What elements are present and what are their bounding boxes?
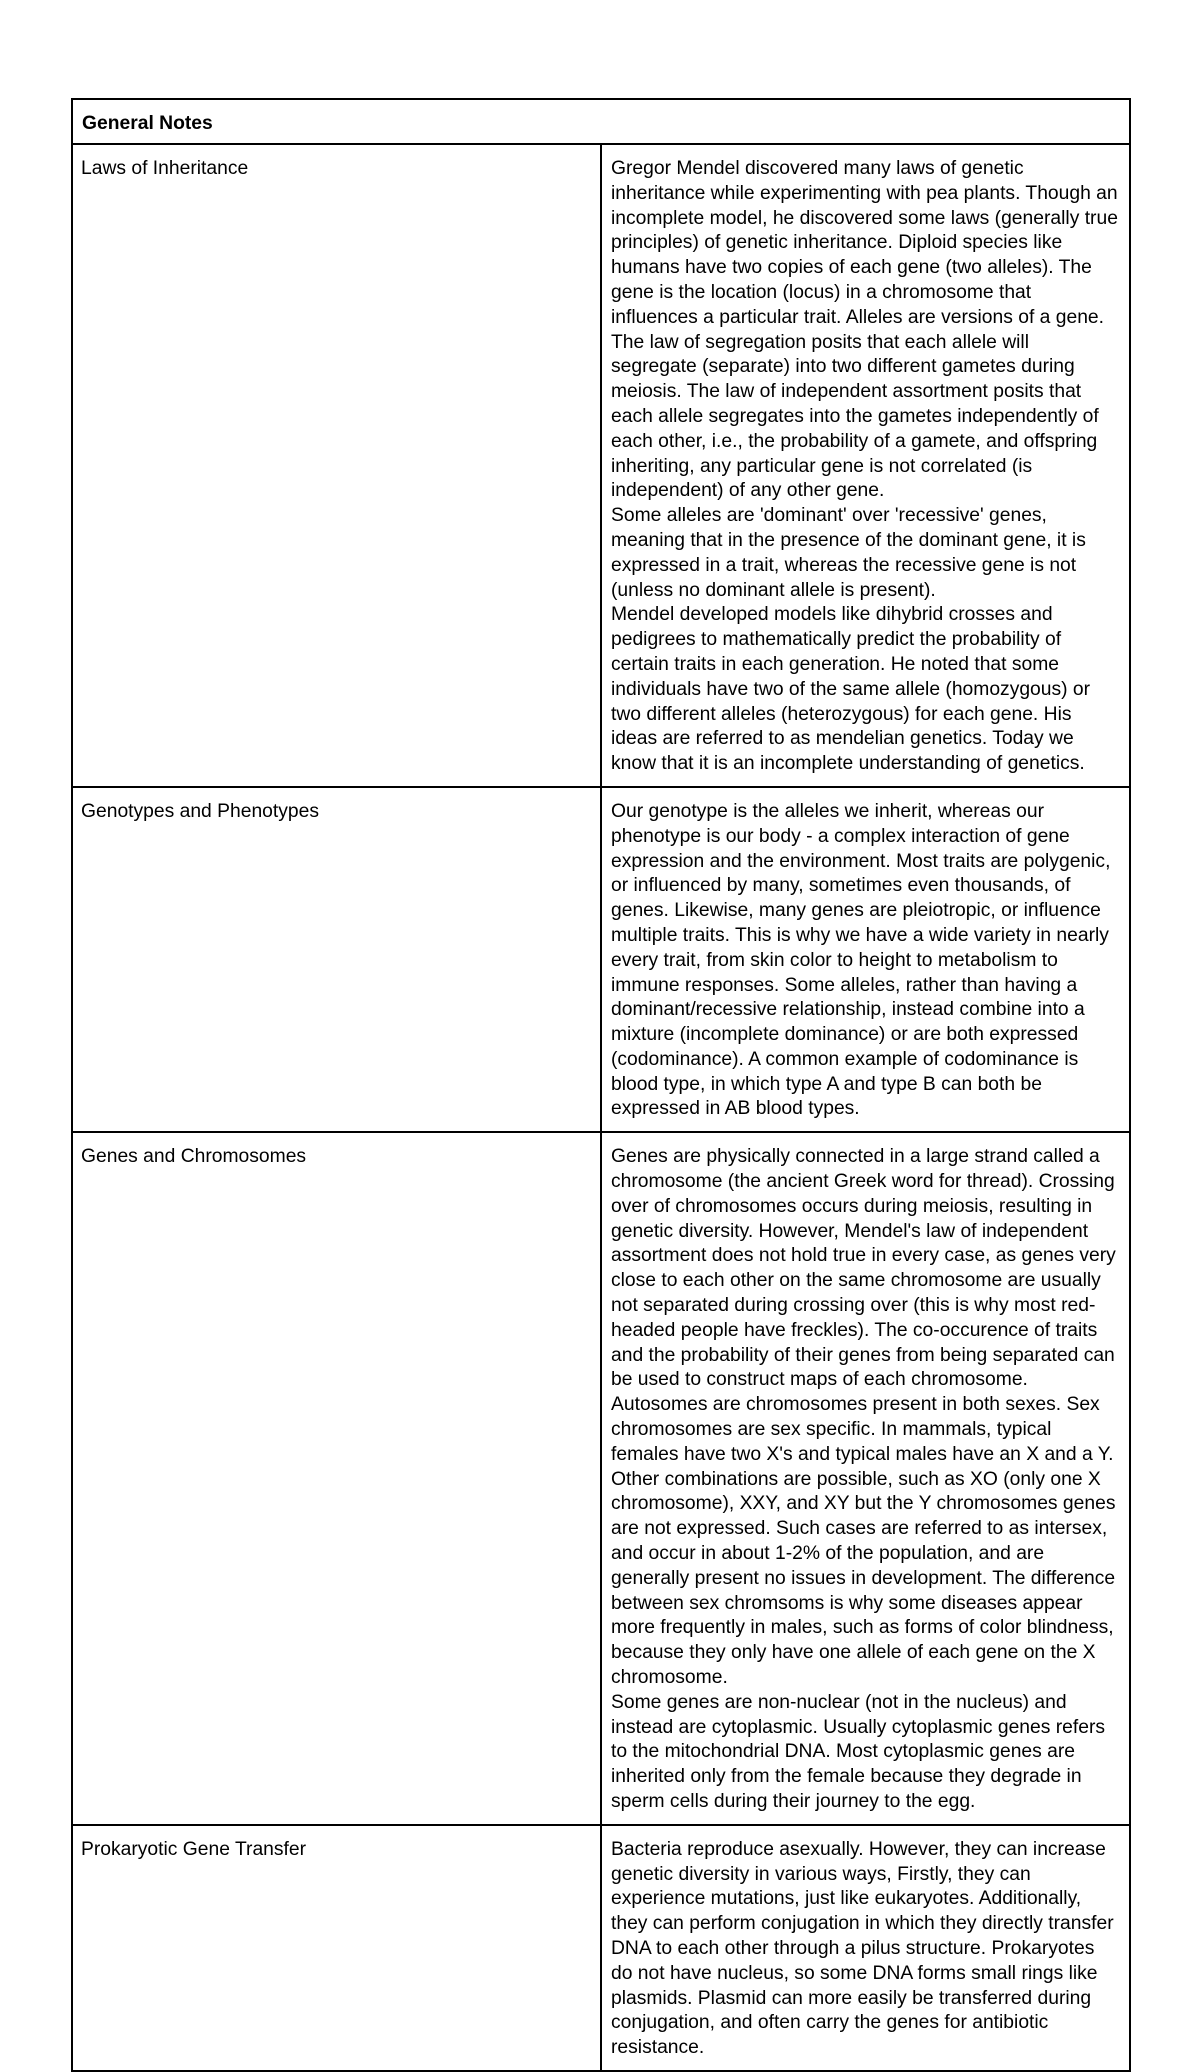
row-label: Genes and Chromosomes	[72, 1132, 601, 1825]
table-title: General Notes	[72, 99, 1130, 144]
paragraph: Genes are physically connected in a large strand called a chromosome (the ancient Greek word for thread). Crossing over of chromosomes occurs during meiosis, resulting in genetic diversity. However, Mendel's law of independent assortment does not hold true in every case, as genes very close to each other on the same chromosome are usually not separated during crossing over (this is why most red-headed people have freckles). The co-occurence of traits and the probability of their genes from being separated can be used to construct maps of each chromosome.	[611, 1146, 1116, 1391]
paragraph: Autosomes are chromosomes present in both sexes. Sex chromosomes are sex specific. In mammals, typical females have two X's and typical males have an X and a Y. Other combinations are possible, such as XO (only one X chromosome), XXY, and XY but the Y chromosomes genes are not expressed. Such cases are referred to as intersex, and occur in about 1-2% of the population, and are generally present no issues in development. The difference between sex chromsoms is why some diseases appear more frequently in males, such as forms of color blindness, because they only have one allele of each gene on the X chromosome.	[611, 1394, 1116, 1689]
table-row	[72, 787, 1130, 1132]
row-content	[601, 787, 1130, 1132]
table-row	[72, 1132, 1130, 1825]
table-header-row	[72, 99, 1130, 144]
paragraph: Bacteria reproduce asexually. However, they can increase genetic diversity in various ways, Firstly, they can experience mutations, just like eukaryotes. Additionally, they can perform conjugation in which they directly transfer DNA to each other through a pilus structure. Prokaryotes do not have nucleus, so some DNA forms small rings like plasmids. Plasmid can more easily be transferred during conjugation, and often carry the genes for antibiotic resistance.	[611, 1838, 1114, 2059]
paragraph: Some alleles are 'dominant' over 'recessive' genes, meaning that in the presence of the dominant gene, it is expressed in a trait, whereas the recessive gene is not (unless no dominant allele is present).	[611, 505, 1086, 601]
row-label: Laws of Inheritance	[72, 144, 601, 787]
table-row	[72, 1825, 1130, 2071]
table-row	[72, 144, 1130, 787]
paragraph: Gregor Mendel discovered many laws of genetic inheritance while experimenting with pea plants. Though an incomplete model, he discovered some laws (generally true principles) of genetic inheritance. Diploid species like humans have two copies of each gene (two alleles). The gene is the location (locus) in a chromosome that influences a particular trait. Alleles are versions of a gene. The law of segregation posits that each allele will segregate (separate) into two different gametes during meiosis. The law of independent assortment posits that each allele segregates into the gametes independently of each other, i.e., the probability of a gamete, and offspring inheriting, any particular gene is not correlated (is independent) of any other gene.	[611, 158, 1118, 502]
paragraph: Some genes are non-nuclear (not in the nucleus) and instead are cytoplasmic. Usually cytoplasmic genes refers to the mitochondrial DNA. Most cytoplasmic genes are inherited only from the female because they degrade in sperm cells during their journey to the egg.	[611, 1691, 1106, 1812]
row-label: Prokaryotic Gene Transfer	[72, 1825, 601, 2071]
general-notes-table	[71, 98, 1131, 2072]
paragraph: Our genotype is the alleles we inherit, whereas our phenotype is our body - a complex interaction of gene expression and the environment. Most traits are polygenic, or influenced by many, sometimes even thousands, of genes. Likewise, many genes are pleiotropic, or influence multiple traits. This is why we have a wide variety in nearly every trait, from skin color to height to metabolism to immune responses. Some alleles, rather than having a dominant/recessive relationship, instead combine into a mixture (incomplete dominance) or are both expressed (codominance). A common example of codominance is blood type, in which type A and type B can both be expressed in AB blood types.	[611, 800, 1111, 1120]
paragraph: Mendel developed models like dihybrid crosses and pedigrees to mathematically predict the probability of certain traits in each generation. He noted that some individuals have two of the same allele (homozygous) or two different alleles (heterozygous) for each gene. His ideas are referred to as mendelian genetics. Today we know that it is an incomplete understanding of genetics.	[611, 604, 1091, 775]
row-content	[601, 1132, 1130, 1825]
row-content	[601, 144, 1130, 787]
row-label: Genotypes and Phenotypes	[72, 787, 601, 1132]
row-content	[601, 1825, 1130, 2071]
